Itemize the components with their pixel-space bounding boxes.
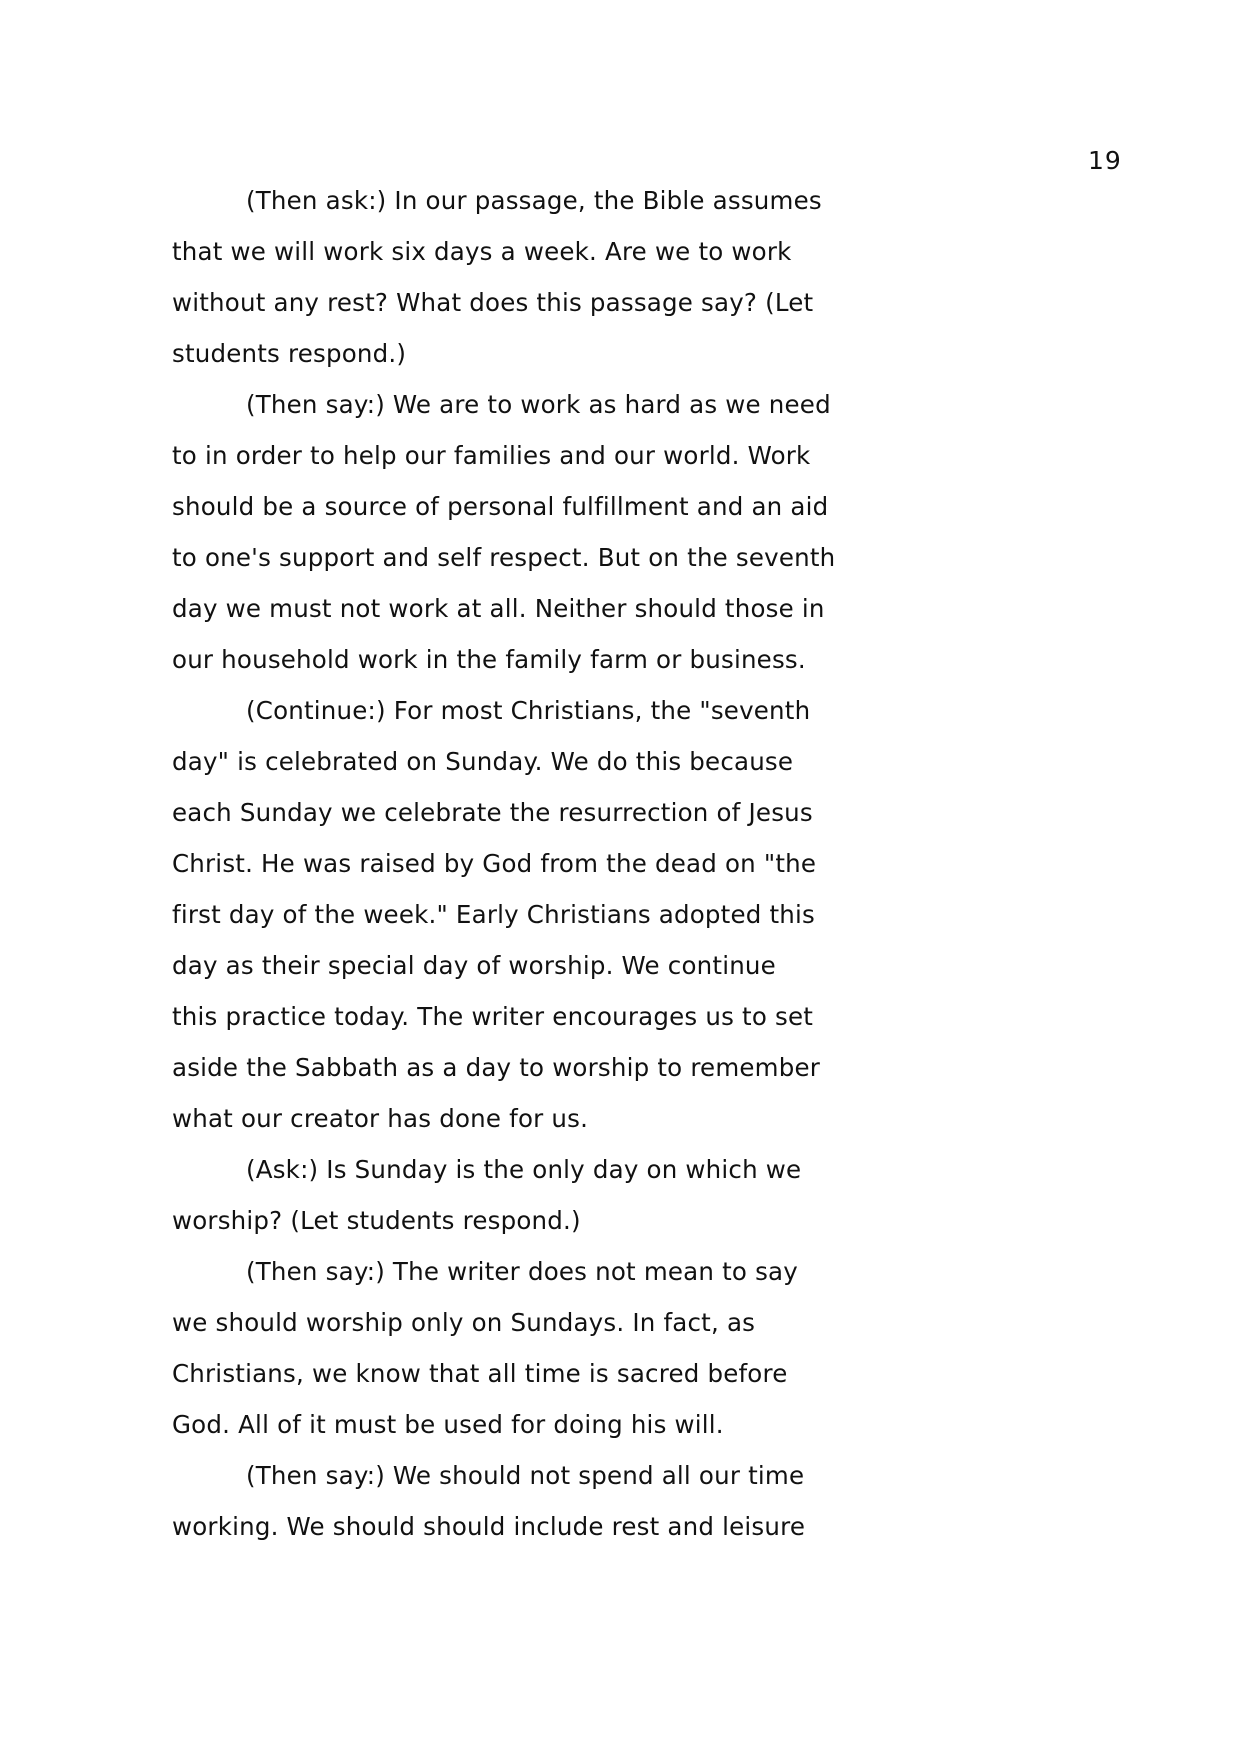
text-line: without any rest? What does this passage say? (Let: [172, 288, 814, 317]
text-line: (Then ask:) In our passage, the Bible assumes: [246, 186, 822, 215]
text-line: we should worship only on Sundays. In fact, as: [172, 1308, 756, 1337]
text-line: God. All of it must be used for doing his will.: [172, 1410, 724, 1439]
text-line: students respond.): [172, 339, 407, 368]
text-line: worship? (Let students respond.): [172, 1206, 581, 1235]
text-line: each Sunday we celebrate the resurrection of Jesus: [172, 798, 813, 827]
page-number: 19: [1088, 146, 1122, 175]
text-line: this practice today. The writer encourages us to set: [172, 1002, 814, 1031]
text-line: our household work in the family farm or business.: [172, 645, 806, 674]
body-text: [172, 175, 836, 1552]
text-line: (Ask:) Is Sunday is the only day on which we: [246, 1155, 802, 1184]
text-line: to one's support and self respect. But on the seventh: [172, 543, 836, 572]
text-line: (Then say:) The writer does not mean to say: [246, 1257, 798, 1286]
text-line: to in order to help our families and our world. Work: [172, 441, 811, 470]
text-line: should be a source of personal fulfillment and an aid: [172, 492, 829, 521]
text-line: Christ. He was raised by God from the dead on "the: [172, 849, 817, 878]
text-line: (Continue:) For most Christians, the "seventh: [246, 696, 811, 725]
text-line: what our creator has done for us.: [172, 1104, 589, 1133]
text-line: (Then say:) We should not spend all our time: [246, 1461, 805, 1490]
text-line: that we will work six days a week. Are we to work: [172, 237, 792, 266]
text-line: Christians, we know that all time is sacred before: [172, 1359, 788, 1388]
text-line: aside the Sabbath as a day to worship to remember: [172, 1053, 821, 1082]
text-line: day we must not work at all. Neither should those in: [172, 594, 825, 623]
text-line: day" is celebrated on Sunday. We do this because: [172, 747, 794, 776]
text-line: working. We should should include rest and leisure: [172, 1512, 806, 1541]
text-line: (Then say:) We are to work as hard as we need: [246, 390, 831, 419]
text-line: day as their special day of worship. We continue: [172, 951, 776, 980]
text-line: first day of the week." Early Christians adopted this: [172, 900, 816, 929]
